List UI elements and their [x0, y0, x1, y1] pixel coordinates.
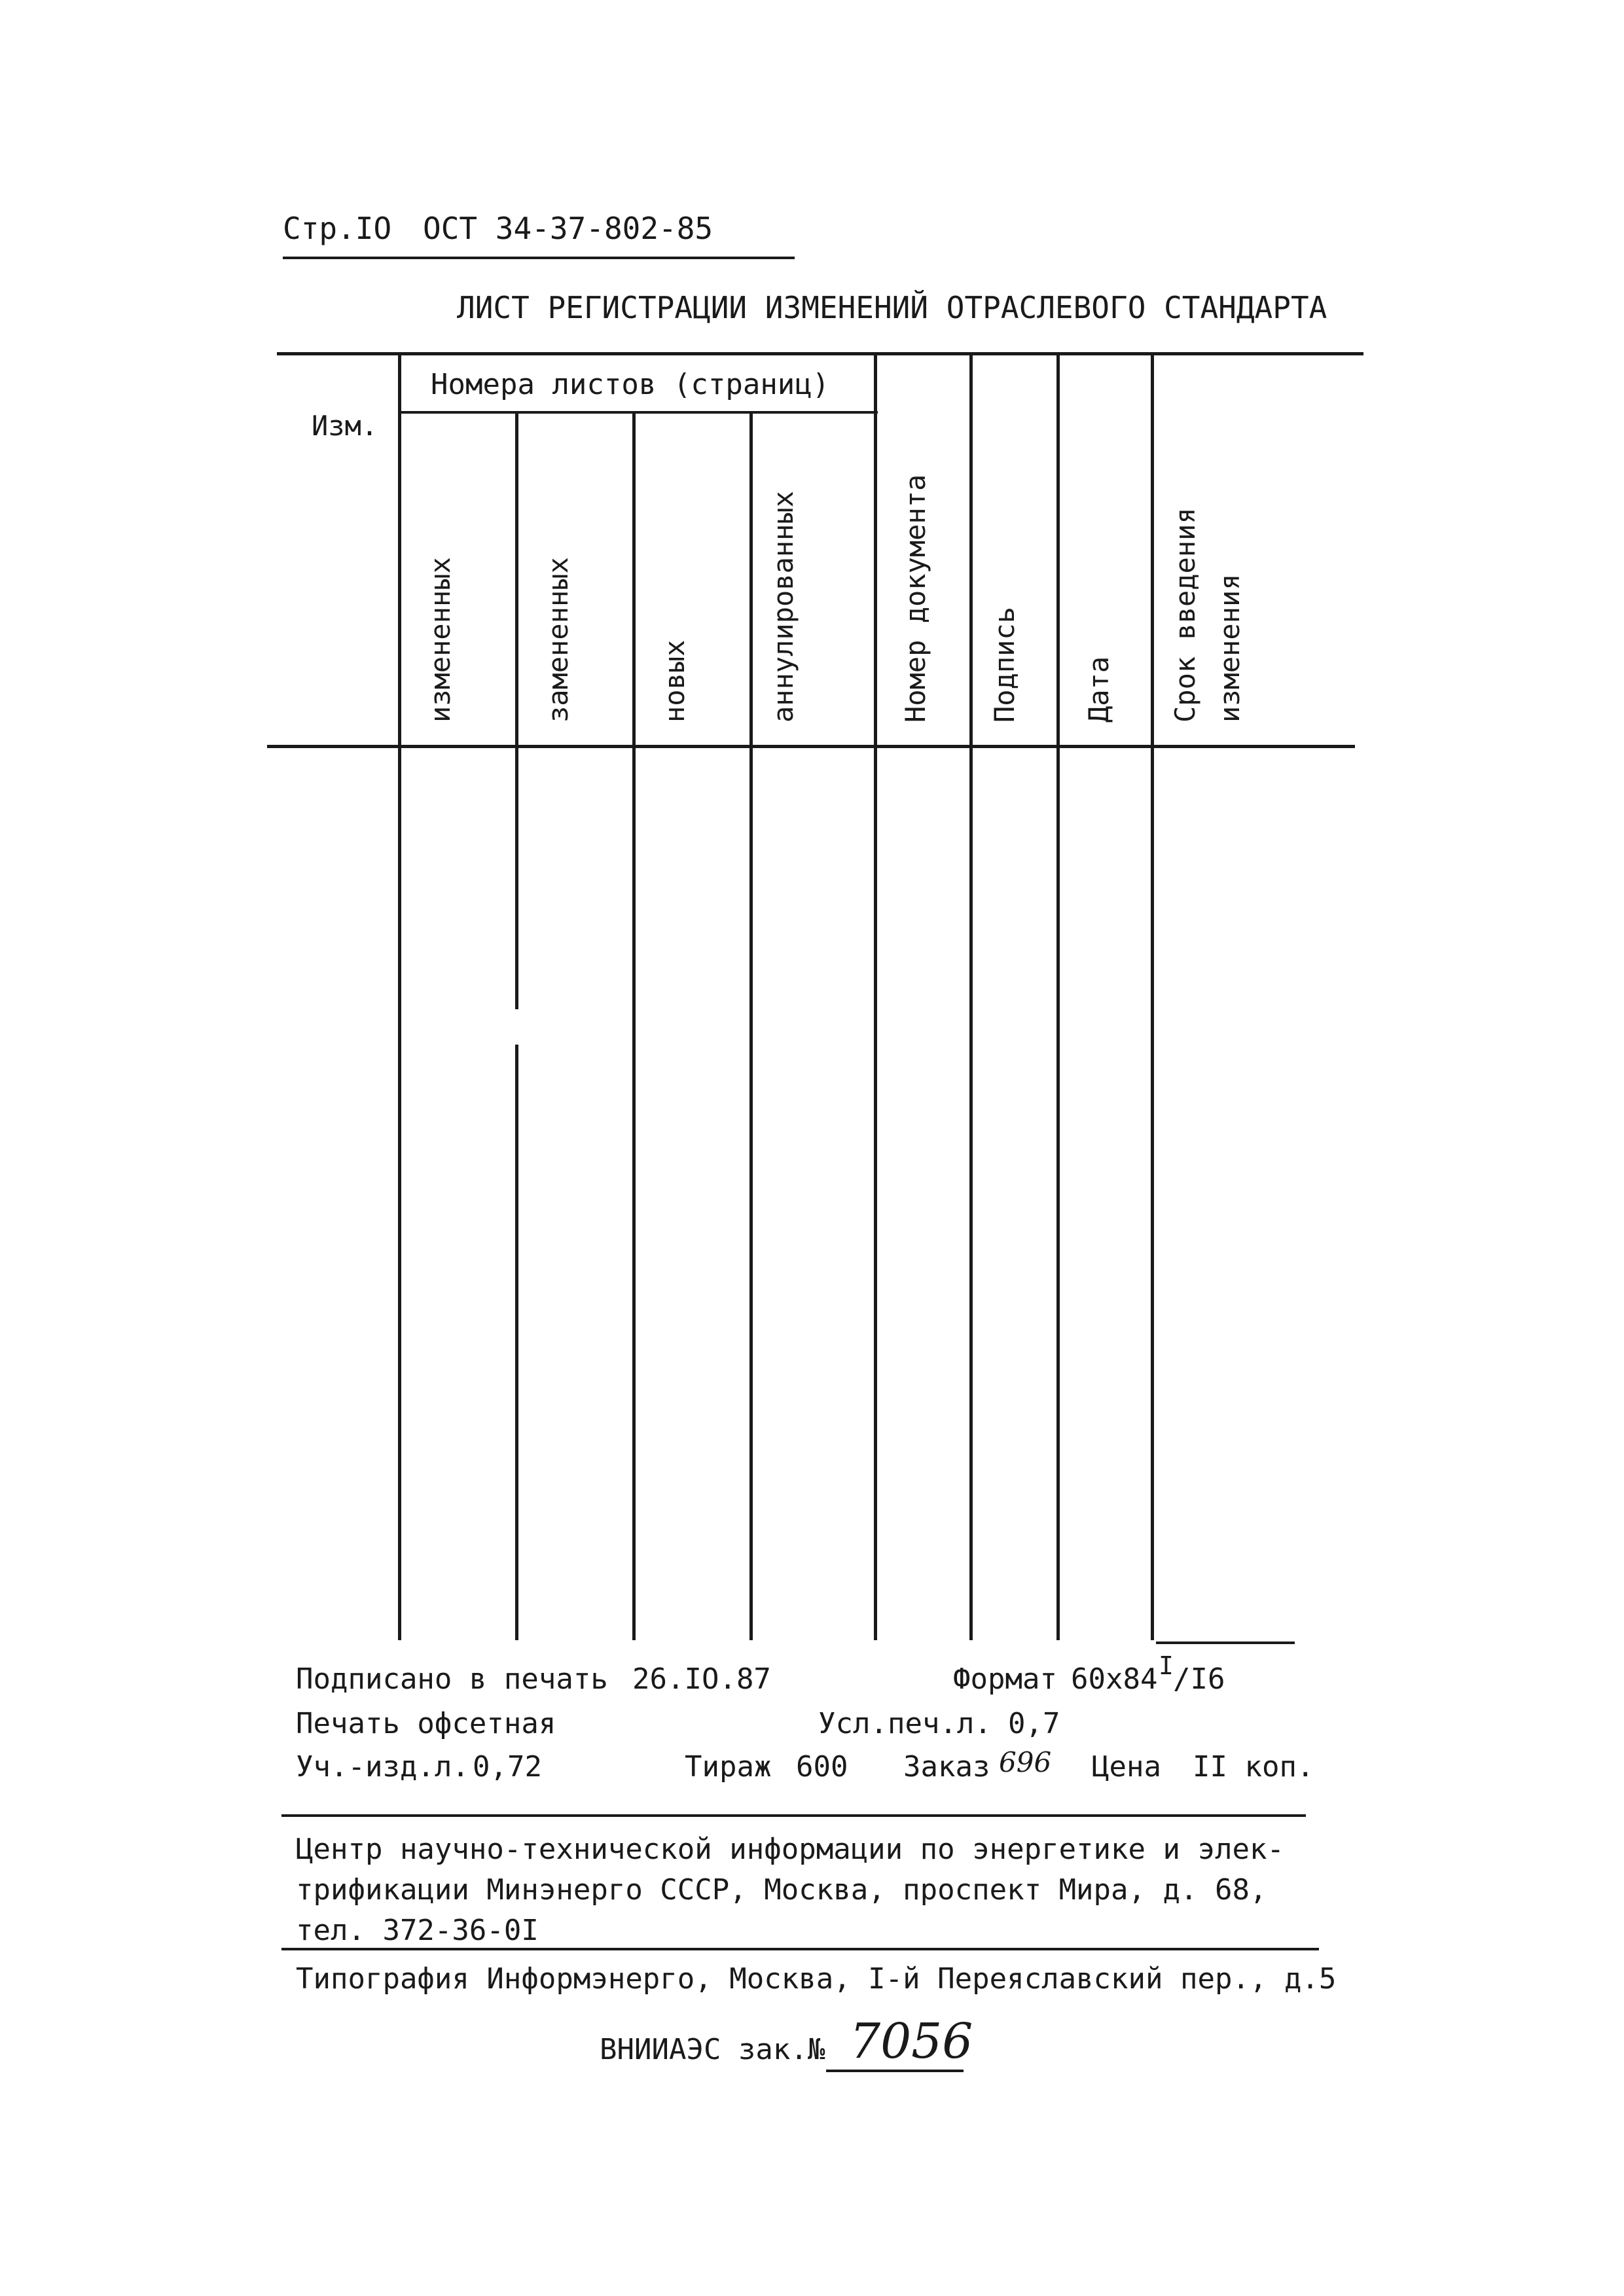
column-header-term-line2: изменения: [1214, 573, 1246, 723]
table-col-divider: [515, 1045, 518, 1640]
column-header-cancelled: аннулированных: [767, 490, 799, 723]
publication-sheets-label: Уч.-изд.л.: [296, 1750, 469, 1784]
column-header-replaced: замененных: [542, 557, 574, 723]
publisher-line-1: Центр научно-технической информации по энергетике и элек-: [296, 1833, 1284, 1866]
conditional-sheets-value: 0,7: [1008, 1707, 1060, 1740]
price-value: II коп.: [1193, 1750, 1314, 1784]
table-col-divider: [749, 414, 753, 1640]
stamp-order-number-handwritten: 7056: [850, 2013, 973, 2070]
sheet-title: ЛИСТ РЕГИСТРАЦИИ ИЗМЕНЕНИЙ ОТРАСЛЕВОГО СТАНДАРТА: [457, 290, 1327, 325]
conditional-sheets-label: Усл.печ.л.: [818, 1707, 992, 1740]
standard-code: ОСТ 34-37-802-85: [423, 211, 713, 246]
printer-top-rule: [281, 1948, 1319, 1950]
table-top-rule: [277, 352, 1363, 355]
publication-sheets-value: 0,72: [473, 1750, 542, 1784]
order-number-handwritten: 696: [999, 1746, 1052, 1778]
publisher-line-2: трификации Минэнерго СССР, Москва, проспект Мира, д. 68,: [296, 1873, 1267, 1907]
order-label: Заказ: [903, 1750, 990, 1784]
signed-date: 26.IO.87: [632, 1662, 771, 1696]
table-col-divider: [398, 353, 401, 1640]
publisher-top-rule: [281, 1814, 1306, 1817]
table-col-divider: [1056, 353, 1060, 1640]
column-group-sheet-numbers: Номера листов (страниц): [431, 368, 830, 401]
print-run-value: 600: [796, 1750, 848, 1784]
table-col-divider: [515, 414, 518, 1009]
table-col-divider: [632, 414, 636, 1640]
column-header-new: новых: [659, 639, 691, 723]
imprint-top-rule: [1156, 1641, 1295, 1644]
stamp-underline: [826, 2070, 964, 2072]
format-tail: /I6: [1173, 1662, 1225, 1696]
column-header-changed: измененных: [424, 557, 456, 723]
table-col-divider: [969, 353, 973, 1640]
page-number: Стр.IO: [283, 211, 392, 246]
column-header-document-number: Номер документа: [899, 474, 931, 723]
print-type: Печать офсетная: [296, 1707, 556, 1740]
group-header-rule: [399, 411, 878, 414]
stamp-label: ВНИИАЭС зак.№: [600, 2033, 825, 2066]
table-col-divider: [874, 353, 877, 1640]
format-label: Формат: [953, 1662, 1057, 1696]
column-header-term-line1: Срок введения: [1169, 507, 1201, 723]
signed-label: Подписано в печать: [296, 1662, 608, 1696]
column-header-change: Изм.: [312, 410, 378, 442]
print-run-label: Тираж: [685, 1750, 772, 1784]
format-value: 60x84: [1071, 1662, 1158, 1696]
column-header-signature: Подпись: [988, 606, 1020, 723]
table-header-bottom-rule: [267, 745, 1355, 748]
publisher-line-3: тел. 372-36-0I: [296, 1914, 539, 1947]
format-superscript: I: [1159, 1651, 1174, 1680]
price-label: Цена: [1092, 1750, 1161, 1784]
printer-line: Типография Информэнерго, Москва, I-й Переяславский пер., д.5: [296, 1962, 1337, 1996]
column-header-date: Дата: [1083, 656, 1115, 723]
table-col-divider: [1151, 353, 1154, 1640]
header-rule: [283, 257, 795, 259]
